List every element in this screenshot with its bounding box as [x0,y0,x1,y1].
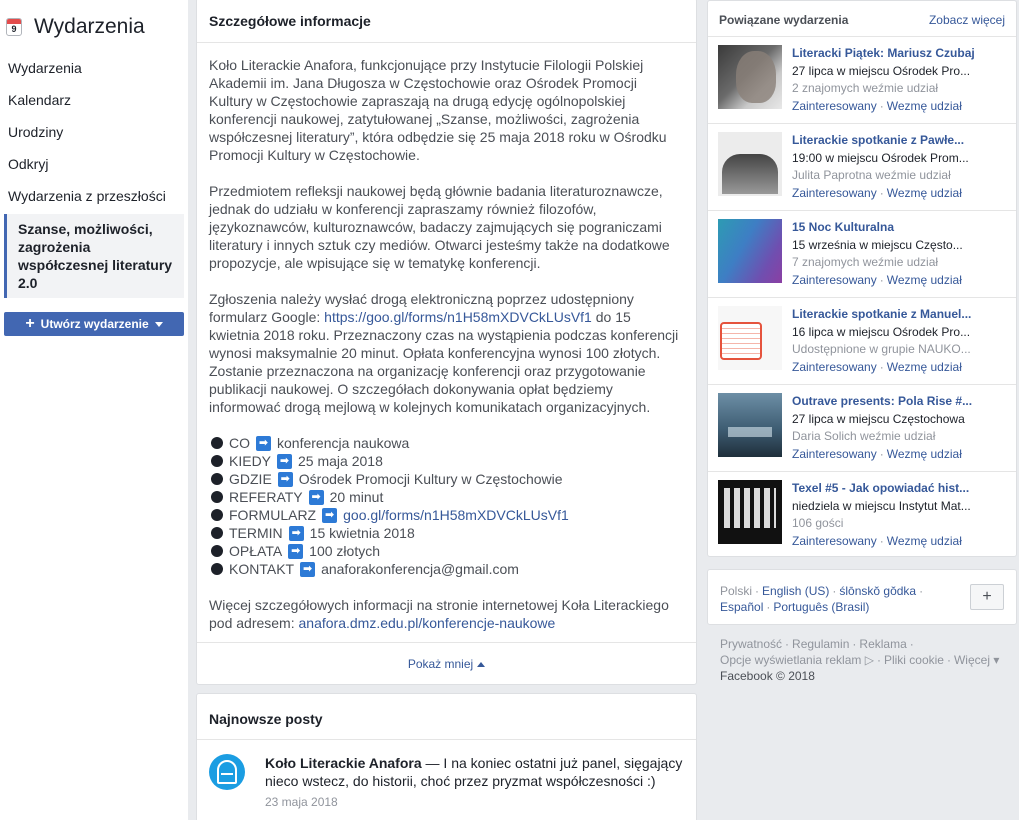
fact-row: GDZIE ➡ Ośrodek Promocji Kultury w Częstochowie [209,470,684,488]
going-button[interactable]: Wezmę udział [886,98,962,113]
fact-row: OPŁATA ➡ 100 złotych [209,542,684,560]
event-title[interactable]: Outrave presents: Pola Rise #... [792,394,973,408]
sidebar-header[interactable] [6,14,145,40]
related-event: Literackie spotkanie z Pawłe... 19:00 w miejscu Ośrodek Prom... Julita Paprotna weźmie udział Zainteresowany · Wezmę udział [708,124,1016,211]
event-when: 15 września w miejscu Często... [792,237,963,252]
event-when: 27 lipca w miejscu Ośrodek Pro... [792,63,971,78]
related-events-card [707,0,1017,557]
details-card [196,0,697,685]
description-paragraph-3: Zgłoszenia należy wysłać drogą elektroniczną poprzez udostępniony formularz Google: https://goo.gl/forms/n1H58mXDVCkLUsVf1 do 15 kwietnia 2018 roku. Przeznaczony czas na wystąpienia podczas konferencji wynosi maksymalnie 20 minut. Opłata konferencyjna wynosi 100 złotych. Zostanie przeznaczona na organizację konferencji oraz przygotowanie publikacji naukowej. O szczegółach dokonywania opłat będziemy informować drogą mejlową w kolejnych komunikatach organizacyjnych. [209,291,679,415]
ad-choices-icon: ▷ [861,653,874,667]
fact-row: CO ➡ konferencja naukowa [209,434,684,452]
caret-down-icon: ▾ [990,653,1000,667]
event-facts-list [209,434,684,578]
post-author[interactable]: Koło Literackie Anafora [265,755,422,771]
sidebar-nav [0,52,188,298]
dropdown-caret-icon [155,322,163,327]
event-title[interactable]: Texel #5 - Jak opowiadać hist... [792,481,970,495]
event-title[interactable]: Literackie spotkanie z Manuel... [792,307,972,321]
event-thumbnail[interactable] [718,219,782,283]
footer: Prywatność · Regulamin · Reklama · Opcje wyświetlania reklam ▷ · Pliki cookie · Więcej ▾ Facebook © 2018 [720,636,1015,684]
interested-button[interactable]: Zainteresowany [792,185,877,200]
language-selector: Polski · English (US) · ślōnskŏ gŏdka · Español · Português (Brasil) + [707,569,1017,625]
interested-button[interactable]: Zainteresowany [792,446,877,461]
event-social: Udostępnione w grupie NAUKO... [792,342,971,356]
footer-link[interactable]: Regulamin [792,637,850,651]
arrow-right-icon: ➡ [309,490,324,505]
interested-button[interactable]: Zainteresowany [792,272,877,287]
event-when: 27 lipca w miejscu Częstochowa [792,411,965,426]
event-thumbnail[interactable] [718,480,782,544]
footer-link[interactable]: Pliki cookie [883,653,944,667]
related-title: Powiązane wydarzenia [719,13,849,27]
bullet-icon [211,437,223,449]
event-thumbnail[interactable] [718,393,782,457]
recent-posts-card [196,693,697,820]
related-event: Outrave presents: Pola Rise #... 27 lipca w miejscu Częstochowa Daria Solich weźmie udział Zainteresowany · Wezmę udział [708,385,1016,472]
event-social: 106 gości [792,516,844,530]
going-button[interactable]: Wezmę udział [886,272,962,287]
description-paragraph-4: Więcej szczegółowych informacji na stronie internetowej Koła Literackiego pod adresem: anafora.dmz.edu.pl/konferencje-naukowe [209,597,669,631]
sidebar-item-events[interactable]: Wydarzenia [8,60,82,76]
bullet-icon [211,473,223,485]
anafora-logo-icon [217,760,237,784]
interested-button[interactable]: Zainteresowany [792,359,877,374]
bullet-icon [211,563,223,575]
event-thumbnail[interactable] [718,45,782,109]
sidebar-item-past-events[interactable]: Wydarzenia z przeszłości [8,188,166,204]
sidebar-item-discover[interactable]: Odkryj [8,156,49,172]
bullet-icon [211,491,223,503]
footer-link[interactable]: Reklama [859,637,907,651]
arrow-right-icon: ➡ [256,436,271,451]
fact-row: FORMULARZ ➡ goo.gl/forms/n1H58mXDVCkLUsVf1 [209,506,684,524]
footer-more-link[interactable]: Więcej [953,653,990,667]
bullet-icon [211,455,223,467]
create-event-button[interactable] [4,312,184,336]
fact-row: KONTAKT ➡ anaforakonferencja@gmail.com [209,560,684,578]
sidebar-item-calendar[interactable]: Kalendarz [8,92,72,108]
see-more-link[interactable]: Zobacz więcej [928,13,1005,27]
description-paragraph-1: Koło Literackie Anafora, funkcjonujące przy Instytucie Filologii Polskiej Akademii im. Jana Długosza w Częstochowie oraz Ośrodek Promocji Kultury w Częstochowie zapraszają na drugą edycję ogólnopolskiej konferencji naukowej, zatytułowanej „Szanse, możliwości, zagrożenia współczesnej literatury”, która odbędzie się 25 maja 2018 roku w Ośrodku Promocji Kultury w Częstochowie. [209,57,667,163]
event-social: Daria Solich weźmie udział [792,429,936,443]
bullet-icon [211,527,223,539]
interested-button[interactable]: Zainteresowany [792,98,877,113]
current-language: Polski [720,584,753,598]
bullet-icon [211,509,223,521]
copyright: Facebook © 2018 [720,669,815,683]
event-social: Julita Paprotna weźmie udział [792,168,951,182]
event-social: 7 znajomych weźmie udział [792,255,939,269]
website-link[interactable]: anafora.dmz.edu.pl/konferencje-naukowe [298,615,556,631]
caret-up-icon [477,662,485,667]
create-event-label: Utwórz wydarzenie [40,317,149,331]
page-title: Wydarzenia [34,15,145,38]
description-paragraph-2: Przedmiotem refleksji naukowej będą głównie badania literaturoznawcze, jednak do udziału w konferencji zapraszamy również filozofów, językoznawców, kulturoznawców, badaczy zajmujących się pograniczami literatury i innych sztuk czy mediów. Otwarci jesteśmy także na dodatkowe propozycje, ale wpisujące się w tematykę konferencji. [209,183,670,271]
post-date[interactable]: 23 maja 2018 [265,795,338,809]
going-button[interactable]: Wezmę udział [886,533,962,548]
event-title[interactable]: Literackie spotkanie z Pawłe... [792,133,965,147]
avatar[interactable] [209,754,245,790]
event-title[interactable]: Literacki Piątek: Mariusz Czubaj [792,46,975,60]
related-event: Literacki Piątek: Mariusz Czubaj 27 lipca w miejscu Ośrodek Pro... 2 znajomych weźmie udział Zainteresowany · Wezmę udział [708,37,1016,124]
posts-header: Najnowsze posty [197,694,696,740]
bullet-icon [211,545,223,557]
arrow-right-icon: ➡ [322,508,337,523]
more-languages-button[interactable]: + [970,584,1004,610]
footer-link[interactable]: Prywatność [720,637,783,651]
fact-row: REFERATY ➡ 20 minut [209,488,684,506]
sidebar-item-current-event[interactable]: Szanse, możliwości, zagrożenia współczesnej literatury 2.0 [4,214,184,298]
arrow-right-icon: ➡ [288,544,303,559]
language-option[interactable]: Español [720,600,764,614]
plus-icon: + [25,315,35,332]
language-option[interactable]: English (US) [762,584,830,598]
left-sidebar [0,0,188,820]
google-form-link[interactable]: https://goo.gl/forms/n1H58mXDVCkLUsVf1 [324,309,592,325]
fact-row: TERMIN ➡ 15 kwietnia 2018 [209,524,684,542]
language-option[interactable]: Português (Brasil) [773,600,870,614]
arrow-right-icon: ➡ [289,526,304,541]
related-event: Texel #5 - Jak opowiadać hist... niedziela w miejscu Instytut Mat... 106 gości Zainteresowany · Wezmę udział [708,472,1016,559]
event-when: 16 lipca w miejscu Ośrodek Pro... [792,324,971,339]
event-description [197,43,696,632]
post-text: I na koniec ostatni już panel, sięgający nieco wstecz, do historii, choć przez pryzmat współczesności :) [265,755,683,789]
related-header [708,1,1016,37]
calendar-icon: 9 [6,18,22,36]
related-event: 15 Noc Kulturalna 15 września w miejscu Często... 7 znajomych weźmie udział Zainteresowany · Wezmę udział [708,211,1016,298]
arrow-right-icon: ➡ [277,454,292,469]
event-when: niedziela w miejscu Instytut Mat... [792,498,971,513]
language-option[interactable]: ślōnskŏ gŏdka [839,584,917,598]
post-item: Koło Literackie Anafora — I na koniec ostatni już panel, sięgający nieco wstecz, do historii, choć przez pryzmat współczesności :) 23 maja 2018 [209,754,684,811]
interested-button[interactable]: Zainteresowany [792,533,877,548]
form-short-link[interactable]: goo.gl/forms/n1H58mXDVCkLUsVf1 [343,507,569,523]
fact-row: KIEDY ➡ 25 maja 2018 [209,452,684,470]
footer-link[interactable]: Opcje wyświetlania reklam [720,653,862,667]
details-header: Szczegółowe informacje [197,0,696,43]
event-title[interactable]: 15 Noc Kulturalna [792,220,895,234]
event-social: 2 znajomych weźmie udział [792,81,939,95]
arrow-right-icon: ➡ [300,562,315,577]
event-thumbnail[interactable] [718,132,782,196]
related-event: Literackie spotkanie z Manuel... 16 lipca w miejscu Ośrodek Pro... Udostępnione w grupie NAUKO... Zainteresowany · Wezmę udział [708,298,1016,385]
event-thumbnail[interactable] [718,306,782,370]
going-button[interactable]: Wezmę udział [886,446,962,461]
arrow-right-icon: ➡ [278,472,293,487]
going-button[interactable]: Wezmę udział [886,185,962,200]
going-button[interactable]: Wezmę udział [886,359,962,374]
sidebar-item-birthdays[interactable]: Urodziny [8,124,64,140]
show-less-button[interactable]: Pokaż mniej [197,642,696,684]
event-when: 19:00 w miejscu Ośrodek Prom... [792,150,969,165]
